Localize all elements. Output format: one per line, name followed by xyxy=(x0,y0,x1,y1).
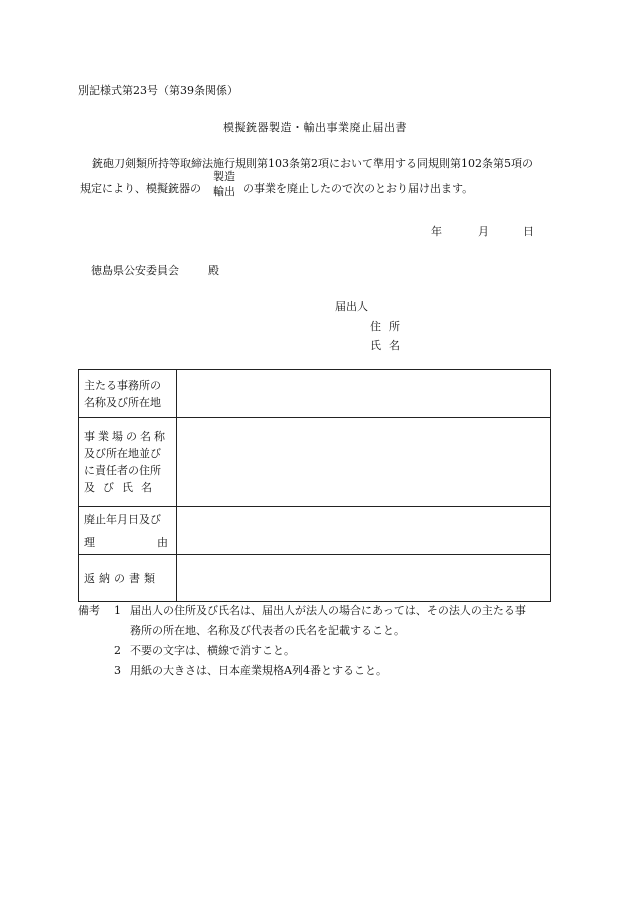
date-year: 年 xyxy=(431,225,442,238)
field-workplace[interactable] xyxy=(177,418,551,507)
note-item-3: 3 用紙の大きさは、日本産業規格A列4番とすること。 xyxy=(114,664,387,677)
option-manufacture: 製造 xyxy=(213,170,235,183)
table-row-workplace xyxy=(79,418,551,507)
notes-heading: 備考 xyxy=(78,604,100,617)
field-returned-documents[interactable] xyxy=(177,555,551,602)
label-returned-documents: 返納の書類 xyxy=(79,555,177,602)
body-text-line-2-before: 規定により、模擬銃器の xyxy=(80,182,201,195)
applicant-name-label: 氏名 xyxy=(370,339,408,352)
applicant-address-label: 住所 xyxy=(370,320,408,333)
date-month: 月 xyxy=(478,225,489,238)
date-day: 日 xyxy=(523,225,534,238)
note-item-1-continued: 務所の所在地、名称及び代表者の氏名を記載すること。 xyxy=(130,624,405,637)
note-item-1: 備考 1 届出人の住所及び氏名は、届出人が法人の場合にあっては、その法人の主たる事 xyxy=(78,601,558,621)
note-item-2: 2 不要の文字は、横線で消すこと。 xyxy=(114,644,295,657)
label-main-office: 主たる事務所の 名称及び所在地 xyxy=(79,370,177,418)
addressee: 徳島県公安委員会 xyxy=(91,264,179,277)
addressee-honorific: 殿 xyxy=(208,264,219,277)
document-title: 模擬銃器製造・輸出事業廃止届出書 xyxy=(223,121,407,134)
option-export: 輸出 xyxy=(213,185,235,198)
label-workplace: 事業場の名称 及び所在地並び に責任者の住所 及び氏名 xyxy=(79,418,177,507)
table-row-returned-documents xyxy=(79,555,551,602)
business-type-options xyxy=(211,169,237,199)
table-row-abolition-date xyxy=(79,507,551,555)
form-number: 別記様式第23号（第39条関係） xyxy=(78,84,238,97)
body-text-line-1: 銃砲刀剣類所持等取締法施行規則第103条第2項において準用する同規則第102条第5項の xyxy=(92,157,533,170)
label-abolition-date-reason: 廃止年月日及び 理 由 xyxy=(79,507,177,555)
details-table xyxy=(78,369,551,602)
table-row-main-office xyxy=(79,370,551,418)
applicant-label: 届出人 xyxy=(335,300,368,313)
field-abolition-date-reason[interactable] xyxy=(177,507,551,555)
notes-section xyxy=(78,601,558,681)
field-main-office[interactable] xyxy=(177,370,551,418)
body-text-line-2-after: の事業を廃止したので次のとおり届け出ます。 xyxy=(243,182,474,195)
